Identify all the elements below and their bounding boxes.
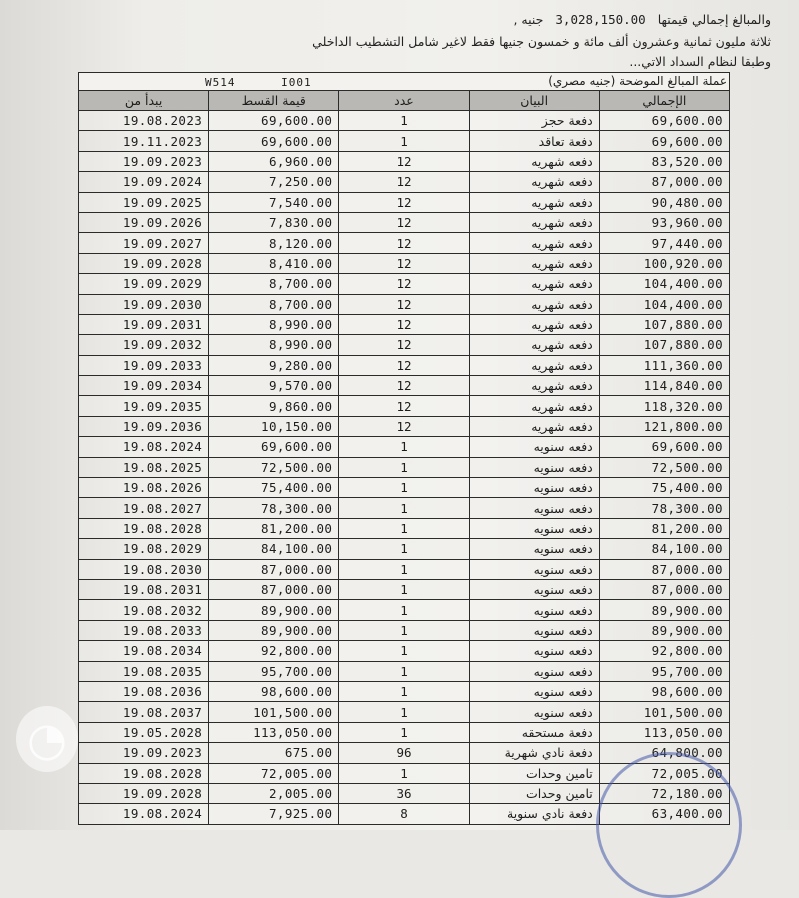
total-amount-value: 3,028,150.00 (555, 12, 646, 27)
table-row (79, 314, 730, 334)
total-cell: 69,600.00 (599, 131, 729, 151)
description-cell: دفعه شهريه (469, 172, 599, 192)
installment-amount-cell: 7,250.00 (209, 172, 339, 192)
total-cell: 121,800.00 (599, 416, 729, 436)
start-date-cell: 19.09.2029 (79, 274, 209, 294)
installment-amount-cell: 87,000.00 (209, 559, 339, 579)
total-cell: 64,800.00 (599, 743, 729, 763)
description-cell: دفعه سنويه (469, 559, 599, 579)
table-row (79, 478, 730, 498)
start-date-cell: 19.09.2025 (79, 192, 209, 212)
total-cell: 114,840.00 (599, 376, 729, 396)
header-total: الإجمالي (599, 91, 729, 111)
currency-code: I001 (281, 76, 312, 89)
table-row (79, 396, 730, 416)
description-cell: دفعه شهريه (469, 355, 599, 375)
installment-amount-cell: 92,800.00 (209, 641, 339, 661)
start-date-cell: 19.09.2033 (79, 355, 209, 375)
total-cell: 83,520.00 (599, 151, 729, 171)
header-count: عدد (339, 91, 469, 111)
table-row (79, 681, 730, 701)
count-cell: 1 (339, 722, 469, 742)
total-cell: 69,600.00 (599, 437, 729, 457)
official-stamp (596, 752, 742, 898)
installment-amount-cell: 8,700.00 (209, 294, 339, 314)
description-cell: دفعه شهريه (469, 274, 599, 294)
count-cell: 8 (339, 804, 469, 824)
header-installment-amount: قيمة القسط (209, 91, 339, 111)
start-date-cell: 19.09.2023 (79, 151, 209, 171)
total-cell: 87,000.00 (599, 559, 729, 579)
count-cell: 12 (339, 151, 469, 171)
count-cell: 12 (339, 192, 469, 212)
description-cell: دفعه شهريه (469, 212, 599, 232)
description-cell: دفعه شهريه (469, 314, 599, 334)
count-cell: 36 (339, 783, 469, 803)
header-start-date: يبدأ من (79, 91, 209, 111)
description-cell: دفعه سنويه (469, 661, 599, 681)
start-date-cell: 19.08.2037 (79, 702, 209, 722)
table-row (79, 641, 730, 661)
installment-amount-cell: 7,830.00 (209, 212, 339, 232)
count-cell: 12 (339, 233, 469, 253)
table-row (79, 457, 730, 477)
currency-row (79, 73, 730, 91)
installment-amount-cell: 9,280.00 (209, 355, 339, 375)
count-cell: 12 (339, 314, 469, 334)
document-header (0, 8, 799, 72)
count-cell: 12 (339, 172, 469, 192)
start-date-cell: 19.09.2031 (79, 314, 209, 334)
table-row (79, 702, 730, 722)
table-row (79, 233, 730, 253)
table-row (79, 376, 730, 396)
table-row (79, 498, 730, 518)
total-amount-label: والمبالغ إجمالي قيمتها (657, 12, 771, 27)
header-description: البيان (469, 91, 599, 111)
payment-schedule-table (78, 72, 730, 825)
start-date-cell: 19.08.2030 (79, 559, 209, 579)
total-cell: 89,900.00 (599, 620, 729, 640)
watermark-icon: ◔ (16, 706, 78, 772)
count-cell: 12 (339, 335, 469, 355)
description-cell: دفعه سنويه (469, 600, 599, 620)
table-row (79, 518, 730, 538)
start-date-cell: 19.11.2023 (79, 131, 209, 151)
table-row (79, 416, 730, 436)
total-amount-currency: جنيه , (513, 12, 544, 27)
start-date-cell: 19.09.2034 (79, 376, 209, 396)
total-cell: 98,600.00 (599, 681, 729, 701)
total-cell: 63,400.00 (599, 804, 729, 824)
table-row (79, 192, 730, 212)
start-date-cell: 19.08.2027 (79, 498, 209, 518)
table-row (79, 151, 730, 171)
start-date-cell: 19.08.2028 (79, 763, 209, 783)
table-row (79, 722, 730, 742)
description-cell: دفعه شهريه (469, 376, 599, 396)
table-row (79, 579, 730, 599)
table-row (79, 437, 730, 457)
installment-amount-cell: 2,005.00 (209, 783, 339, 803)
count-cell: 12 (339, 355, 469, 375)
count-cell: 96 (339, 743, 469, 763)
count-cell: 1 (339, 600, 469, 620)
description-cell: دفعة مستحقه (469, 722, 599, 742)
total-cell: 72,180.00 (599, 783, 729, 803)
count-cell: 1 (339, 437, 469, 457)
description-cell: دفعه شهريه (469, 233, 599, 253)
total-cell: 87,000.00 (599, 172, 729, 192)
table-row (79, 111, 730, 131)
total-cell: 90,480.00 (599, 192, 729, 212)
installment-amount-cell: 8,700.00 (209, 274, 339, 294)
start-date-cell: 19.08.2031 (79, 579, 209, 599)
start-date-cell: 19.09.2036 (79, 416, 209, 436)
count-cell: 1 (339, 579, 469, 599)
total-cell: 97,440.00 (599, 233, 729, 253)
installment-amount-cell: 75,400.00 (209, 478, 339, 498)
table-row (79, 131, 730, 151)
count-cell: 1 (339, 661, 469, 681)
description-cell: دفعه شهريه (469, 151, 599, 171)
count-cell: 12 (339, 253, 469, 273)
installment-amount-cell: 69,600.00 (209, 437, 339, 457)
description-cell: دفعه سنويه (469, 498, 599, 518)
total-cell: 87,000.00 (599, 579, 729, 599)
count-cell: 1 (339, 681, 469, 701)
installment-amount-cell: 8,990.00 (209, 335, 339, 355)
count-cell: 12 (339, 294, 469, 314)
description-cell: دفعه سنويه (469, 702, 599, 722)
currency-codes (205, 76, 350, 89)
description-cell: دفعة حجز (469, 111, 599, 131)
installment-amount-cell: 84,100.00 (209, 539, 339, 559)
installment-amount-cell: 8,990.00 (209, 314, 339, 334)
table-row (79, 539, 730, 559)
currency-cell (79, 73, 730, 91)
start-date-cell: 19.09.2027 (79, 233, 209, 253)
start-date-cell: 19.08.2025 (79, 457, 209, 477)
count-cell: 1 (339, 498, 469, 518)
count-cell: 1 (339, 763, 469, 783)
table-row (79, 355, 730, 375)
description-cell: دفعه شهريه (469, 294, 599, 314)
start-date-cell: 19.09.2032 (79, 335, 209, 355)
total-cell: 107,880.00 (599, 314, 729, 334)
count-cell: 1 (339, 702, 469, 722)
start-date-cell: 19.08.2033 (79, 620, 209, 640)
start-date-cell: 19.08.2036 (79, 681, 209, 701)
count-cell: 12 (339, 396, 469, 416)
table-row (79, 294, 730, 314)
installment-amount-cell: 87,000.00 (209, 579, 339, 599)
description-cell: دفعة نادي سنوية (469, 804, 599, 824)
count-cell: 1 (339, 559, 469, 579)
total-cell: 104,400.00 (599, 274, 729, 294)
start-date-cell: 19.09.2026 (79, 212, 209, 232)
total-cell: 111,360.00 (599, 355, 729, 375)
count-cell: 1 (339, 111, 469, 131)
count-cell: 12 (339, 274, 469, 294)
installment-amount-cell: 8,410.00 (209, 253, 339, 273)
description-cell: تامين وحدات (469, 763, 599, 783)
description-cell: دفعة نادي شهرية (469, 743, 599, 763)
start-date-cell: 19.09.2024 (79, 172, 209, 192)
description-cell: دفعه سنويه (469, 681, 599, 701)
total-cell: 84,100.00 (599, 539, 729, 559)
installment-amount-cell: 95,700.00 (209, 661, 339, 681)
table-row (79, 335, 730, 355)
total-cell: 118,320.00 (599, 396, 729, 416)
installment-amount-cell: 7,925.00 (209, 804, 339, 824)
start-date-cell: 19.05.2028 (79, 722, 209, 742)
table-row (79, 212, 730, 232)
description-cell: دفعه سنويه (469, 539, 599, 559)
installment-amount-cell: 10,150.00 (209, 416, 339, 436)
start-date-cell: 19.09.2023 (79, 743, 209, 763)
count-cell: 1 (339, 641, 469, 661)
start-date-cell: 19.09.2030 (79, 294, 209, 314)
table-row (79, 253, 730, 273)
description-cell: دفعه شهريه (469, 335, 599, 355)
count-cell: 1 (339, 478, 469, 498)
installment-amount-cell: 8,120.00 (209, 233, 339, 253)
installment-amount-cell: 675.00 (209, 743, 339, 763)
description-cell: دفعة تعاقد (469, 131, 599, 151)
installment-amount-cell: 89,900.00 (209, 600, 339, 620)
start-date-cell: 19.08.2034 (79, 641, 209, 661)
total-cell: 72,005.00 (599, 763, 729, 783)
description-cell: دفعه سنويه (469, 457, 599, 477)
description-cell: دفعه شهريه (469, 192, 599, 212)
description-cell: دفعه شهريه (469, 416, 599, 436)
table-row (79, 743, 730, 763)
schedule-rows (79, 111, 730, 825)
total-cell: 89,900.00 (599, 600, 729, 620)
installment-amount-cell: 81,200.00 (209, 518, 339, 538)
description-cell: دفعه سنويه (469, 518, 599, 538)
total-cell: 92,800.00 (599, 641, 729, 661)
total-cell: 81,200.00 (599, 518, 729, 538)
start-date-cell: 19.09.2028 (79, 783, 209, 803)
table-row (79, 600, 730, 620)
total-cell: 95,700.00 (599, 661, 729, 681)
total-cell: 101,500.00 (599, 702, 729, 722)
total-cell: 104,400.00 (599, 294, 729, 314)
installment-amount-cell: 101,500.00 (209, 702, 339, 722)
table-row (79, 661, 730, 681)
description-cell: دفعه سنويه (469, 478, 599, 498)
total-cell: 69,600.00 (599, 111, 729, 131)
description-cell: دفعه سنويه (469, 437, 599, 457)
installment-amount-cell: 9,570.00 (209, 376, 339, 396)
table-row (79, 559, 730, 579)
description-cell: دفعه شهريه (469, 396, 599, 416)
start-date-cell: 19.08.2023 (79, 111, 209, 131)
description-cell: دفعه سنويه (469, 620, 599, 640)
table-row (79, 172, 730, 192)
total-amount-line (513, 12, 771, 27)
count-cell: 12 (339, 416, 469, 436)
total-cell: 107,880.00 (599, 335, 729, 355)
description-cell: دفعه شهريه (469, 253, 599, 273)
installment-amount-cell: 7,540.00 (209, 192, 339, 212)
payment-system-intro: وطبقا لنظام السداد الاتي... (629, 54, 771, 69)
installment-amount-cell: 113,050.00 (209, 722, 339, 742)
currency-code: W514 (205, 76, 236, 89)
start-date-cell: 19.08.2024 (79, 804, 209, 824)
table-row (79, 620, 730, 640)
total-cell: 78,300.00 (599, 498, 729, 518)
start-date-cell: 19.08.2024 (79, 437, 209, 457)
total-cell: 113,050.00 (599, 722, 729, 742)
currency-label: عملة المبالغ الموضحة (جنيه مصري) (548, 74, 727, 88)
installment-amount-cell: 78,300.00 (209, 498, 339, 518)
total-cell: 100,920.00 (599, 253, 729, 273)
total-cell: 93,960.00 (599, 212, 729, 232)
total-cell: 72,500.00 (599, 457, 729, 477)
start-date-cell: 19.08.2026 (79, 478, 209, 498)
count-cell: 12 (339, 376, 469, 396)
amount-in-words: ثلاثة مليون ثمانية وعشرون ألف مائة و خمسون جنيها فقط لاغير شامل التشطيب الداخلي (312, 34, 771, 49)
start-date-cell: 19.09.2028 (79, 253, 209, 273)
count-cell: 1 (339, 539, 469, 559)
count-cell: 1 (339, 518, 469, 538)
count-cell: 1 (339, 620, 469, 640)
count-cell: 12 (339, 212, 469, 232)
column-header-row (79, 91, 730, 111)
total-cell: 75,400.00 (599, 478, 729, 498)
start-date-cell: 19.08.2029 (79, 539, 209, 559)
count-cell: 1 (339, 457, 469, 477)
count-cell: 1 (339, 131, 469, 151)
installment-amount-cell: 72,500.00 (209, 457, 339, 477)
description-cell: دفعه سنويه (469, 641, 599, 661)
installment-amount-cell: 72,005.00 (209, 763, 339, 783)
installment-amount-cell: 98,600.00 (209, 681, 339, 701)
table-row (79, 274, 730, 294)
start-date-cell: 19.08.2032 (79, 600, 209, 620)
description-cell: تامين وحدات (469, 783, 599, 803)
start-date-cell: 19.08.2035 (79, 661, 209, 681)
start-date-cell: 19.09.2035 (79, 396, 209, 416)
installment-amount-cell: 89,900.00 (209, 620, 339, 640)
start-date-cell: 19.08.2028 (79, 518, 209, 538)
installment-amount-cell: 69,600.00 (209, 131, 339, 151)
description-cell: دفعه سنويه (469, 579, 599, 599)
installment-amount-cell: 9,860.00 (209, 396, 339, 416)
installment-amount-cell: 69,600.00 (209, 111, 339, 131)
installment-amount-cell: 6,960.00 (209, 151, 339, 171)
